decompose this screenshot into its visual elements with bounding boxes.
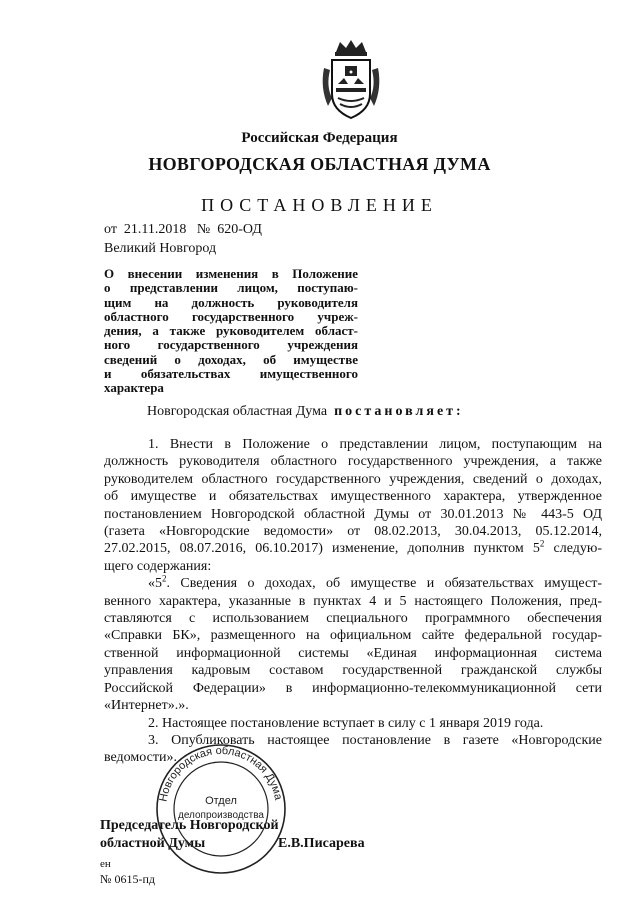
quote-text: «5 [148,576,162,592]
body-line: об имуществе и обязательствах имущественного характера, утвержденное [104,489,602,505]
body-text: 27.02.2015, 08.07.2016, 06.10.2017) изменение, дополнив пунктом 5 [104,541,540,557]
quote-text: . Сведения о доходах, об имуществе и обязательствах имущест- [166,576,602,592]
quote-line [104,575,602,592]
coat-of-arms-icon [318,38,384,122]
subject-line: о представлении лицом, поступаю- [104,280,358,296]
subject-line: дения, а также руководителем област- [104,323,358,339]
signatory-title-line1: Председатель Новгородской [100,818,279,833]
subject-line: сведений о доходах, об имуществе [104,351,358,367]
body-line: 2. Настоящее постановление вступает в силу с 1 января 2019 года. [148,715,544,731]
preamble [147,404,464,420]
document-type: ПОСТАНОВЛЕНИЕ [201,195,438,215]
body-line: щего содержания: [104,558,212,574]
place-of-issue: Великий Новгород [104,241,217,256]
body-line: руководителем областного государственного учреждения, сведений о доходах, [104,471,602,487]
executor-initials: ен [100,858,111,870]
stamp-outer-text: Новгородская областная Дума [157,744,285,803]
date-number-line: от 21.11.2018 № 620-ОД [104,222,262,237]
duma-title: НОВГОРОДСКАЯ ОБЛАСТНАЯ ДУМА [148,154,491,174]
preamble-text: Новгородская областная Дума [147,404,328,419]
signatory-title-line2: областной Думы [100,836,206,851]
subject-line: щим на должность руководителя [104,294,358,310]
body-line: должность руководителя областного государственного учреждения, а также [104,454,602,470]
quote-line: «Интернет».». [104,698,189,714]
body-line: (газета «Новгородские ведомости» от 08.02.2013, 30.04.2013, 05.12.2014, [104,524,602,540]
registration-number: № 0615-пд [100,872,155,886]
stamp-inner-top: Отдел [205,795,237,807]
quote-line: ственной информационной системы «Единая информационная система [104,645,602,661]
country-title: Российская Федерация [241,130,398,146]
subject-line: областного государственного учреж- [104,308,358,324]
document-body [104,436,602,767]
quote-line: венного характера, указанные в пунктах 4 и 5 настоящего Положения, пред- [104,593,602,609]
body-line: 1. Внести в Положение о представлении лицом, поступающим на [148,437,602,452]
superscript: 2 [162,573,167,584]
body-text: следую- [544,541,602,557]
subject-line: характера [104,380,164,396]
quote-line: Российской Федерации» в информационно-телекоммуникационной сети [104,680,602,696]
quote-line: «Справки БК», размещенного на официальном сайте федеральной государ- [104,628,602,644]
office-stamp-icon [154,742,288,876]
signatory-name: Е.В.Писарева [278,836,365,851]
preamble-verb: постановляет: [334,404,464,419]
body-line: 3. Опубликовать настоящее постановление в газете «Новгородские [148,732,602,748]
quote-line: управления кадровым составом государственной гражданской службы [104,663,602,679]
subject-line: ного государственного учреждения [104,337,358,353]
body-line: постановлением Новгородской областной Думы от 30.01.2013 № 443-5 ОД [104,506,602,522]
superscript: 2 [539,538,545,549]
quote-line: ставляются с использованием специального программного обеспечения [104,611,602,627]
subject-line: и обязательствах имущественного [104,366,358,382]
stamp-inner-bottom: делопроизводства [177,810,265,821]
subject-heading [104,267,358,396]
subject-line: О внесении изменения в Положение [104,266,358,281]
body-line: ведомости». [104,750,177,766]
body-line [104,540,602,557]
